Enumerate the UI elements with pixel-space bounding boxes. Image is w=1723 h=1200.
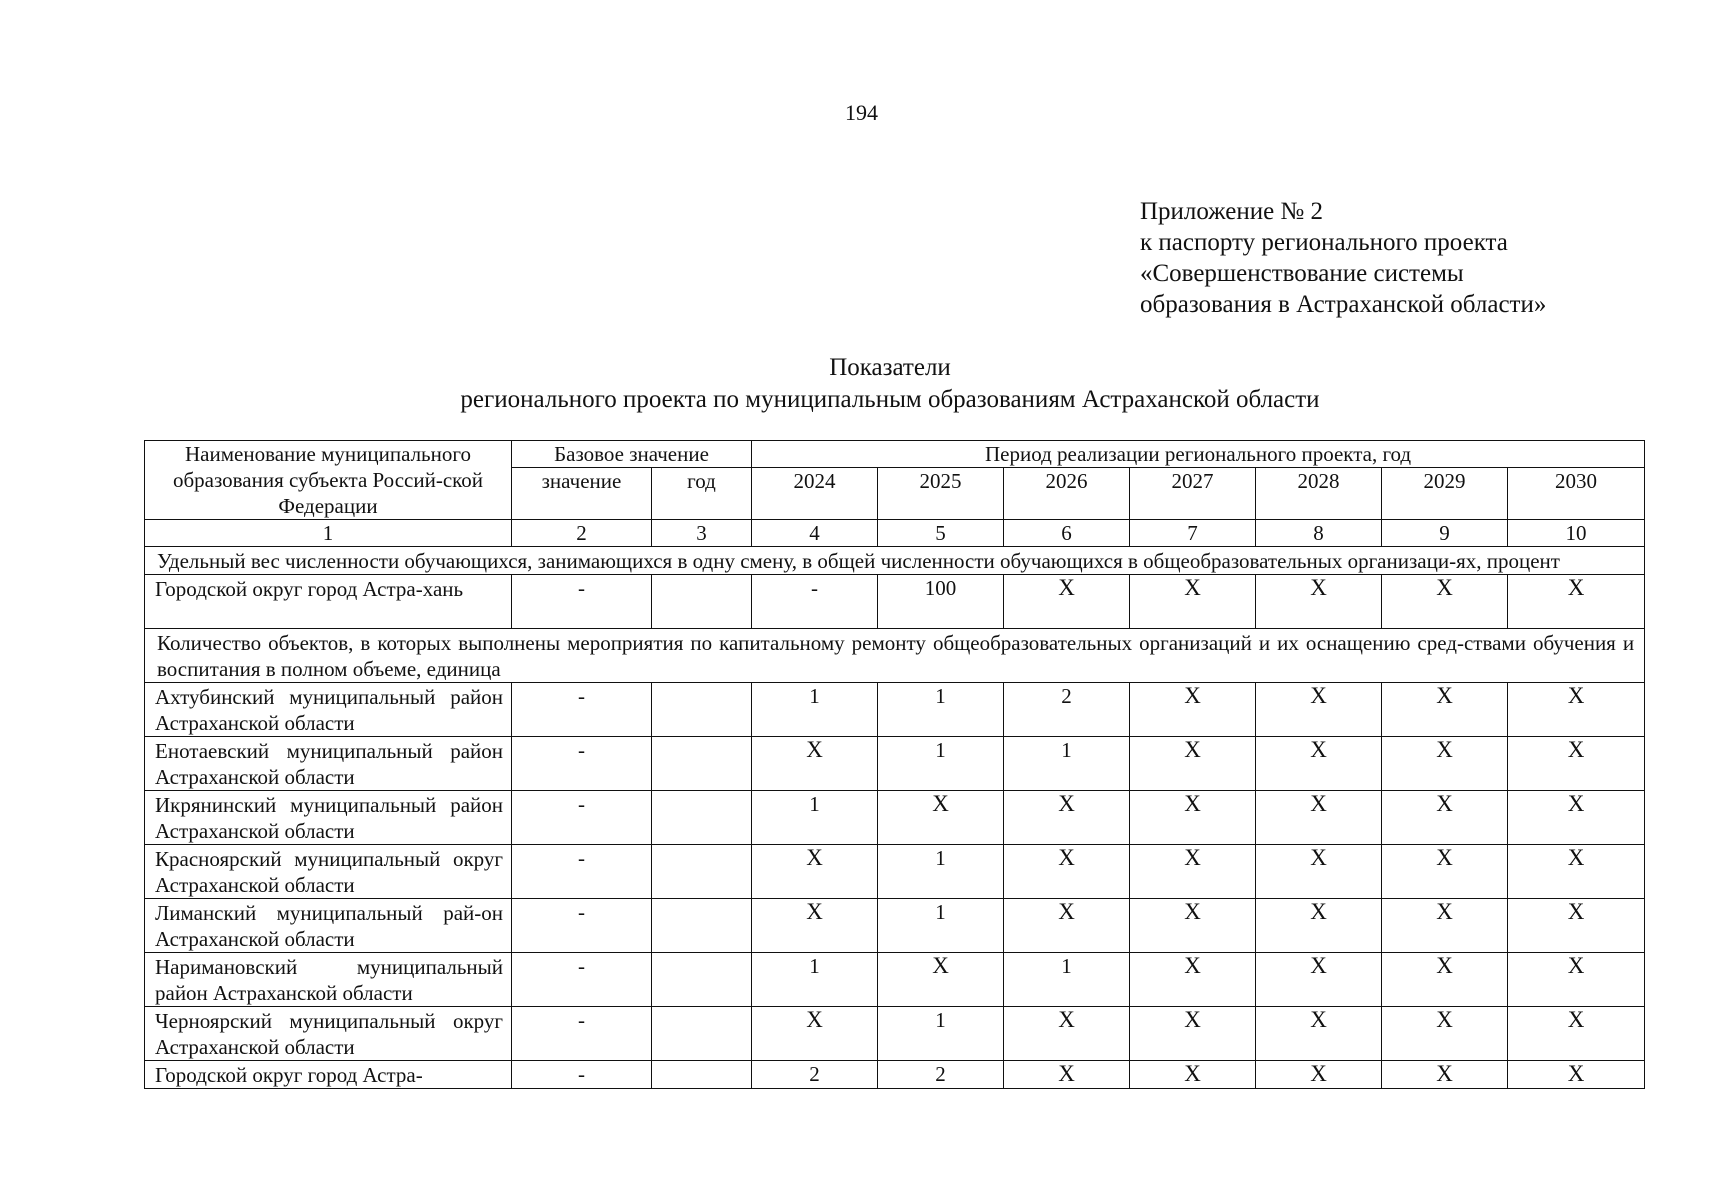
table-cell: X (1130, 575, 1256, 629)
header-year: 2029 (1382, 468, 1508, 520)
header-year: 2025 (878, 468, 1004, 520)
table-cell: X (752, 845, 878, 899)
table-cell: X (1508, 845, 1645, 899)
table-cell: X (1256, 1061, 1382, 1089)
table-cell: 2 (752, 1061, 878, 1089)
table-cell: - (512, 953, 652, 1007)
table-cell: X (1382, 1007, 1508, 1061)
table-cell: 1 (878, 1007, 1004, 1061)
municipality-name: Городской округ город Астра- (145, 1061, 512, 1089)
document-title (0, 352, 1723, 416)
table-cell: X (1256, 899, 1382, 953)
municipality-name: Наримановский муниципальный район Астраханской области (145, 953, 512, 1007)
table-cell: X (1382, 737, 1508, 791)
table-cell: X (752, 899, 878, 953)
section-title: Удельный вес численности обучающихся, занимающихся в одну смену, в общей численности обучающихся в общеобразовательных организаци-ях, процент (145, 547, 1645, 575)
municipality-name: Енотаевский муниципальный район Астраханской области (145, 737, 512, 791)
table-cell: X (1508, 683, 1645, 737)
table-cell: 100 (878, 575, 1004, 629)
table-cell: - (512, 791, 652, 845)
table-cell: X (1256, 737, 1382, 791)
table-cell: X (1382, 845, 1508, 899)
appendix-line-2: к паспорту регионального проекта (1140, 229, 1508, 256)
column-number: 4 (752, 520, 878, 547)
table-cell: 1 (1004, 737, 1130, 791)
table-cell: 1 (878, 899, 1004, 953)
table-cell: X (1004, 899, 1130, 953)
table-row (145, 737, 1645, 791)
table-cell: X (1508, 1007, 1645, 1061)
table-cell: X (1508, 953, 1645, 1007)
column-number: 9 (1382, 520, 1508, 547)
table-cell: X (878, 791, 1004, 845)
table-cell: - (512, 1007, 652, 1061)
municipality-name: Черноярский муниципальный округ Астраханской области (145, 1007, 512, 1061)
table-cell: - (512, 1061, 652, 1089)
column-number: 7 (1130, 520, 1256, 547)
table-cell: X (1130, 1007, 1256, 1061)
table-cell: X (1130, 953, 1256, 1007)
table-cell: X (1256, 1007, 1382, 1061)
table-row (145, 953, 1645, 1007)
table-cell: X (1508, 1061, 1645, 1089)
municipality-name: Городской округ город Астра-хань (145, 575, 512, 629)
table-row (145, 1061, 1645, 1089)
appendix-note (1140, 196, 1546, 320)
table-row (145, 683, 1645, 737)
table-cell: X (752, 737, 878, 791)
header-year: 2026 (1004, 468, 1130, 520)
table-cell: X (1004, 791, 1130, 845)
title-line-1: Показатели (829, 354, 951, 381)
appendix-line-1: Приложение № 2 (1140, 198, 1324, 225)
column-number: 1 (145, 520, 512, 547)
header-base-value: значение (512, 468, 652, 520)
header-year: 2028 (1256, 468, 1382, 520)
header-base-group: Базовое значение (512, 441, 752, 468)
header-period-group: Период реализации регионального проекта, год (752, 441, 1645, 468)
table-row (145, 791, 1645, 845)
table-cell: X (1130, 899, 1256, 953)
table-cell: X (752, 1007, 878, 1061)
table-cell: - (512, 575, 652, 629)
table-cell: X (1004, 575, 1130, 629)
municipality-name: Лиманский муниципальный рай-он Астраханской области (145, 899, 512, 953)
table-cell (652, 899, 752, 953)
column-number: 10 (1508, 520, 1645, 547)
table-cell: X (1508, 737, 1645, 791)
column-number: 6 (1004, 520, 1130, 547)
table-row (145, 575, 1645, 629)
table-cell (652, 953, 752, 1007)
table-cell: X (1004, 1061, 1130, 1089)
column-number: 3 (652, 520, 752, 547)
header-year: 2027 (1130, 468, 1256, 520)
table-cell: 1 (878, 845, 1004, 899)
table-cell: X (1382, 575, 1508, 629)
table-cell (652, 575, 752, 629)
table-cell: 1 (752, 683, 878, 737)
table-row (145, 1007, 1645, 1061)
table-cell: X (1382, 899, 1508, 953)
table-cell: X (1256, 791, 1382, 845)
table-cell: X (1256, 845, 1382, 899)
table-cell: X (1130, 737, 1256, 791)
appendix-line-3: «Совершенствование системы (1140, 260, 1464, 287)
table-cell: X (1508, 791, 1645, 845)
table-cell (652, 1007, 752, 1061)
table-cell: X (1508, 575, 1645, 629)
header-base-year: год (652, 468, 752, 520)
table-cell: X (1382, 1061, 1508, 1089)
table-row (145, 845, 1645, 899)
table-cell: X (1004, 845, 1130, 899)
table-cell (652, 737, 752, 791)
municipality-name: Красноярский муниципальный округ Астраханской области (145, 845, 512, 899)
title-line-2: регионального проекта по муниципальным образованиям Астраханской области (460, 386, 1320, 413)
table-cell: - (752, 575, 878, 629)
table-cell: X (1256, 575, 1382, 629)
table-cell: X (1508, 899, 1645, 953)
table-cell: 1 (752, 953, 878, 1007)
header-year: 2024 (752, 468, 878, 520)
table-cell: X (1130, 1061, 1256, 1089)
header-name-column: Наименование муниципального образования субъекта Россий-ской Федерации (145, 441, 512, 520)
municipality-name: Икрянинский муниципальный район Астраханской области (145, 791, 512, 845)
page-number: 194 (845, 100, 878, 125)
table-row (145, 899, 1645, 953)
table-cell: X (1256, 953, 1382, 1007)
table-cell (652, 683, 752, 737)
table-cell: - (512, 737, 652, 791)
header-year: 2030 (1508, 468, 1645, 520)
table-cell: X (1130, 791, 1256, 845)
section-title: Количество объектов, в которых выполнены мероприятия по капитальному ремонту общеобразовательных организаций и их оснащению сред-ствами обучения и воспитания в полном объеме, единица (145, 629, 1645, 683)
table-cell: 2 (1004, 683, 1130, 737)
table-cell: 1 (752, 791, 878, 845)
column-number: 8 (1256, 520, 1382, 547)
municipality-name: Ахтубинский муниципальный район Астраханской области (145, 683, 512, 737)
appendix-line-4: образования в Астраханской области» (1140, 291, 1547, 318)
table-cell: X (1256, 683, 1382, 737)
column-number: 5 (878, 520, 1004, 547)
table-cell: 1 (878, 683, 1004, 737)
table-cell: - (512, 899, 652, 953)
table-cell: X (1382, 953, 1508, 1007)
table-cell: 2 (878, 1061, 1004, 1089)
table-cell: X (878, 953, 1004, 1007)
table-cell: 1 (1004, 953, 1130, 1007)
table-cell: 1 (878, 737, 1004, 791)
column-number: 2 (512, 520, 652, 547)
table-cell: - (512, 683, 652, 737)
table-cell: X (1382, 791, 1508, 845)
table-cell (652, 1061, 752, 1089)
indicators-table (144, 440, 1645, 1089)
table-cell: - (512, 845, 652, 899)
table-cell (652, 791, 752, 845)
table-cell: X (1382, 683, 1508, 737)
table-cell: X (1130, 683, 1256, 737)
table-cell: X (1004, 1007, 1130, 1061)
table-cell (652, 845, 752, 899)
table-cell: X (1130, 845, 1256, 899)
